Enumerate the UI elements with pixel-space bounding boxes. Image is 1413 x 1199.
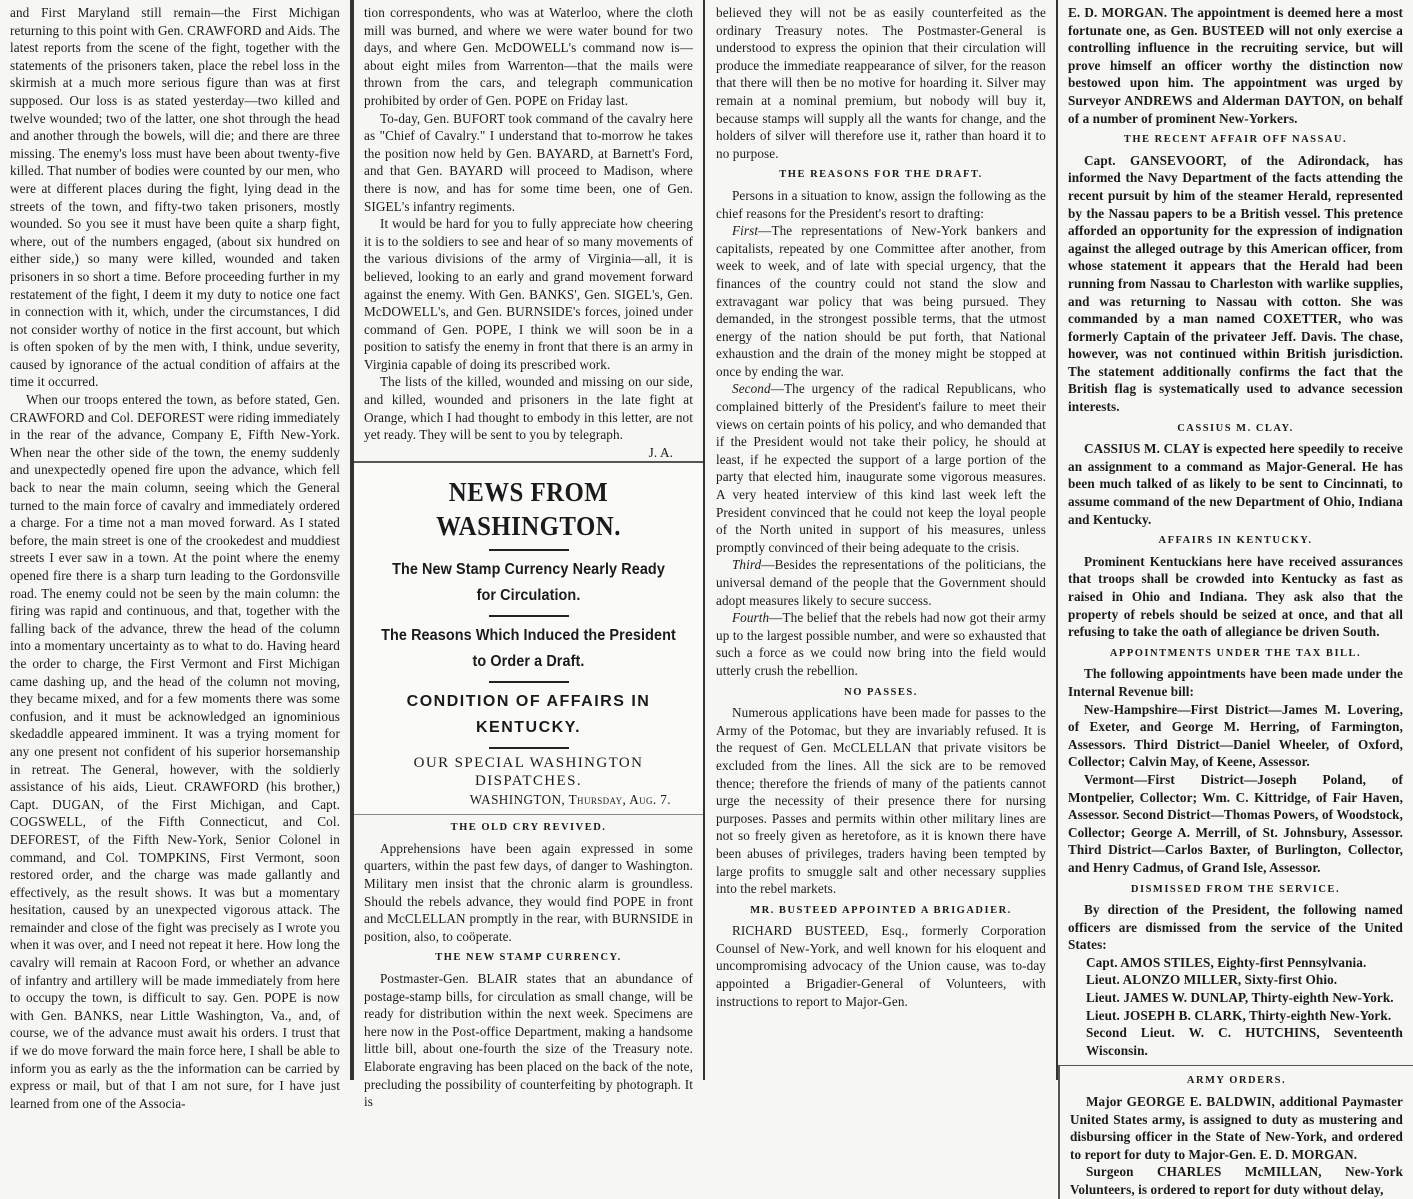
reason-text: —The belief that the rebels had now got their army up to the largest possible number, and were so exhausted that such a force as we could now bring into the field would utterly crush the rebellion. [716,610,1046,678]
divider-rule [489,747,569,749]
reason-item [716,380,1046,556]
section-text: Vermont—First District—Joseph Poland, of Montpelier, Collector; Wm. C. Kittridge, of Fair Haven, Assessor. Second District—Thomas Powers, of Woodstock, Collector; George A. Merrill, of St. Johnsbury, Assessor. Third District—Carlos Baxter, of Burlington, Collector, and Henry Cadmus, of Grand Isle, Assessor. [1068,771,1403,875]
section-text: By direction of the President, the following named officers are dismissed from the service of the United States: [1068,902,1403,953]
column-2 [352,0,705,1110]
article-paragraph: It would be hard for you to fully appreciate how cheering it is to the soldiers to see and hear of so many movements of the various divisions of the army of Virginia—all, it is believed, looking to an early and grand movement forward against the enemy. With Gen. BANKS', Gen. SIGEL's, Gen. McDOWELL's, and Gen. BURNSIDE's forces, joined under command of Gen. POPE, I think we will soon be in a position to satisfy the enemy in front that there is an army in Virginia capable of doing its prescribed work. [364,216,693,372]
section-text: Surgeon CHARLES McMILLAN, New-York Volunteers, is ordered to report for duty without delay, [1070,1164,1403,1197]
divider-rule [489,615,569,617]
column-3 [706,0,1058,1080]
section-text: Capt. GANSEVOORT, of the Adirondack, has informed the Navy Department of the facts attending the recent pursuit by him of the steamer Herald, represented by the Nassau papers to be a British vessel. This pretence afforded an opportunity for the expression of indignation against the alleged outrage by this American officer, from whose statement it appears that the Herald had been running from Nassau to Charleston with warlike supplies, and was returning to Nassau with cotton. She was commanded by a man named COXETTER, who was formerly Captain of the privateer Jeff. Davis. The chase, however, was not continued within British jurisdiction. The statement additionally confirms the fact that the British flag is systematically used to advance secession interests. [1068,152,1403,415]
section-text: Persons in a situation to know, assign the following as the chief reasons for the President's resort to drafting: [716,187,1046,221]
article-paragraph: The lists of the killed, wounded and missing on our side, and killed, wounded and prisoners in the late fight at Orange, which I had thought to embody in this letter, are not yet ready. They will be sent to you by telegraph. [364,374,693,443]
section-heading: THE REASONS FOR THE DRAFT. [779,169,983,181]
section-heading: THE NEW STAMP CURRENCY. [435,952,622,964]
headline: NEWS FROM WASHINGTON. [436,477,621,542]
section-text: New-Hampshire—First District—James M. Lovering, of Exeter, and George M. Herring, of Farmington, Assessors. Third District—Daniel Wheeler, of Oxford, Collector; Calvin May, of Keene, Assessor. [1068,701,1403,770]
reason-label: Second [732,381,771,397]
divider-rule [489,549,569,551]
dismissed-officer: Lieut. JAMES W. DUNLAP, Thirty-eighth New-York. [1086,990,1394,1006]
article-paragraph: believed they will not be as easily counterfeited as the ordinary Treasury notes. The Postmaster-General is understood to express the opinion that their circulation will produce the immediate reappearance of silver, for the reason that there will then be no motive for hoarding it. Silver may remain at a nominal premium, but nobody will buy it, because stamps will supply all the wants for change, and the holders of silver will therefore use it, rather than hoard it to no purpose. [716,5,1046,161]
deck-draft-reasons: The Reasons Which Induced the President to Order a Draft. [381,627,676,671]
section-text: Apprehensions have been again expressed in some quarters, within the past few days, of danger to Washington. Military men insist that the chronic alarm is groundless. Should the rebels advance, they would find POPE in front and McCLELLAN promptly in the rear, with BURNSIDE in position, also, to coöperate. [364,840,693,944]
news-from-washington-header [354,461,703,815]
reason-text: —Besides the representations of the politicians, the universal demand of the people that the Government should adopt measures likely to secure success. [716,557,1046,608]
section-text: The following appointments have been made under the Internal Revenue bill: [1068,666,1403,699]
deck-stamp-currency: The New Stamp Currency Nearly Ready for Circulation. [392,561,665,605]
article-paragraph: and First Maryland still remain—the First Michigan returning to this point with Gen. CRAWFORD and Aids. The latest reports from the scene of the fight, together with the statements of the prisoners taken, place the rebel loss in the skirmish at a much more serious figure than was at first supposed. Our loss is as stated yesterday—two killed and twelve wounded; two of the latter, one shot through the head and another through the bowels, will die; and there are three missing. The enemy's loss must have been about twenty-five killed. That number of bodies were counted by our men, who were at different places during the fight, lying dead in the streets of the town, and fifty-two taken prisoners, mostly wounded. So you see it must have been quite a sharp fight, where, out of the numbers engaged, (about six hundred on either side,) so many were killed, wounded and taken prisoners in so short a time. Before proceeding further in my restatement of the fight, I deem it my duty to notice one fact in connection with it, which, under the circumstances, I did not consider worthy of notice in the first account, but which is often spoken of by the men with, I think, undue severity, caused by ignorance of the actual condition of affairs at the time it occurred. [10,5,340,390]
section-text: Major GEORGE E. BALDWIN, additional Paymaster United States army, is assigned to duty as mustering and disbursing officer in the State of New-York, and ordered to report for duty to Major-Gen. E. D. MORGAN. [1070,1094,1403,1162]
section-text: Prominent Kentuckians here have received assurances that troops shall be crowded into Kentucky as fast as raised in Ohio and Indiana. They ask also that the property of rebels should be seized at once, and that all refusing to take the oath of allegiance be driven South. [1068,553,1403,640]
reason-text: —The urgency of the radical Republicans, who complained bitterly of the President's failure to meet their views on certain points of his policy, and who demanded that if the President would not take their policy, he should at least, if he expected the support of a large portion of the party that elected him, inaugurate some vigorous measures. A very heated interview of this kind last week left the President convinced that he could not keep the loyal people of the North united in support of his measures, unless promptly convinced of their being adequate to the crisis. [716,381,1046,555]
article-paragraph: To-day, Gen. BUFORT took command of the cavalry here as "Chief of Cavalry." I understand that to-morrow he takes the position now held by Gen. BAYARD, at Barnett's Ford, and that Gen. BAYARD will proceed to Madison, where there is now, and has for some time been, one of Gen. SIGEL's infantry regiments. [364,110,693,214]
section-text: RICHARD BUSTEED, Esq., formerly Corporation Counsel of New-York, and well known for his eloquent and uncompromising advocacy of the Union cause, was to-day appointed a Brigadier-General of Volunteers, with instructions to report to Major-Gen. [716,923,1046,1009]
reason-label: First [732,223,759,239]
dismissed-officer: Lieut. ALONZO MILLER, Sixty-first Ohio. [1086,972,1338,988]
section-heading: DISMISSED FROM THE SERVICE. [1130,883,1341,895]
reason-label: Third [732,557,762,573]
column-4 [1058,0,1413,1197]
reason-label: Fourth [732,610,770,626]
reason-item [716,556,1046,609]
section-heading: APPOINTMENTS UNDER THE TAX BILL. [1109,647,1362,659]
article-paragraph: E. D. MORGAN. The appointment is deemed here a most fortunate one, as Gen. BUSTEED will not only exercise a controlling influence in the recruiting service, but will prove himself an officer worthy the distinction now bestowed upon him. The appointment was urged by Surveyor ANDREWS and Alderman DAYTON, on behalf of a number of prominent New-Yorkers. [1068,5,1403,126]
dismissed-officer: Lieut. JOSEPH B. CLARK, Thirty-eighth New-York. [1086,1007,1392,1023]
section-text: Postmaster-Gen. BLAIR states that an abundance of postage-stamp bills, for circulation as small change, will be ready for distribution within the next week. Specimens are here now in the Post-office Department, making a handsome little bill, about one-fourth the size of the Treasury note. Elaborate engraving has been placed on the back of the note, precluding the possibility of counterfeiting by photograph. It is [364,970,693,1110]
dateline: WASHINGTON, Thursday, Aug. 7. [469,791,671,807]
dispatch-title: OUR SPECIAL WASHINGTON DISPATCHES. [413,755,644,790]
reason-item [716,609,1046,679]
article-paragraph: When our troops entered the town, as before stated, Gen. CRAWFORD and Col. DEFOREST were riding immediately in the rear of the advance, Company E, Fifth New-York. When near the other side of the town, the enemy suddenly and unexpectedly opened fire upon the advance, which fell back to near the main column, seeing which the General turned to the main force of cavalry and immediately ordered a charge. For a time not a man moved forward. As I stated before, the main street is one of the crookedest and muddiest streets I ever saw in a town. At the point where the enemy opened fire there is a sharp turn leading to the Gordonsville road. The enemy could not be seen by the main column: the firing was rapid and continuous, and that, together with the falling back of the advance, threw the head of the column into a momentary uncertainty as to what to do. Having heard the order to charge, the First Vermont and First Michigan came dashing up, and the head of the column not moving, they became mixed, and for a few moments there was some confusion, and it must be acknowledged an ignominious skedaddle appeared imminent. It was a trying moment for any one present not confident of his superior horsemanship in retreat. The General, however, with the soldierly assistance of his aids, Lieut. CRAWFORD (his brother,) Capt. DUGAN, of the First Michigan, and Capt. COGSWELL, of the Fifth Connecticut, and Col. DEFOREST, of the Fifth New-York, Senior Colonel in command, and Col. TOMPKINS, First Vermont, soon restored order, and the charge was made gallantly and effectively, as the result shows. It was but a momentary hesitation, caused by an unexpected vigorous attack. The remainder and close of the fight was precisely as I wrote you when it was over, and I need not repeat it here. How long the cavalry will remain at Racoon Ford, or whether an advance of infantry and artillery will be made immediately from here to occupy the town, is difficult to say. Gen. POPE is now with Gen. BANKS, near Little Washington, Va., and, of course, we of the advance must await his orders. I trust that if we do move forward the main force here, I shall be able to inform you as early as the the information can be carried by express or mail, but of that I am not sure, for I have just learned from one of the Associa- [10,392,340,1111]
reason-text: —The representations of New-York bankers and capitalists, repeated by one Committee after another, from week to week, and of late with special urgency, that the finances of the country could not stand the slow and extravagant war policy that was being pursued. They demanded, in the strongest possible terms, that the utmost energy of the nation should be put forth, that National exhaustion and the drain of the money might be stopped at once by ending the war. [716,223,1046,379]
section-heading: MR. BUSTEED APPOINTED A BRIGADIER. [750,904,1012,916]
column-1 [0,0,352,1111]
section-heading: AFFAIRS IN KENTUCKY. [1158,535,1313,547]
section-heading: THE RECENT AFFAIR OFF NASSAU. [1123,134,1348,146]
divider-rule [489,681,569,683]
reason-item [716,222,1046,380]
section-heading: NO PASSES. [844,686,918,698]
deck-kentucky: CONDITION OF AFFAIRS IN KENTUCKY. [406,693,651,737]
article-paragraph: tion correspondents, who was at Waterloo, where the cloth mill was burned, and where we were water bound for two days, and where Gen. McDOWELL's command now is—about eight miles from Warrenton—that the mails were thrown from the cars, and telegraph communication prohibited by order of Gen. POPE on Friday last. [364,5,693,108]
section-text: CASSIUS M. CLAY is expected here speedily to receive an assignment to a command as Major-General. He has been much talked of as likely to be sent to Cincinnati, to assume command of the new Department of Ohio, Indiana and Kentucky. [1068,441,1403,527]
section-heading: ARMY ORDERS. [1186,1075,1287,1087]
section-text: Numerous applications have been made for passes to the Army of the Potomac, but they are invariably refused. It is the request of Gen. McCLELLAN that private visitors be excluded from the lines. All the sick are to be removed thence; therefore the friends of many of the patients cannot urge the necessity of their presence there for nursing purposes. Passes and permits within other military lines are not so freely given as heretofore, as it is known there have been abuses of privileges, traders having been tempted by large profits to smuggle salt and other necessary supplies into the rebel markets. [716,705,1046,897]
army-orders-box [1058,1065,1413,1198]
section-heading: THE OLD CRY REVIVED. [450,822,607,834]
dismissed-officer: Capt. AMOS STILES, Eighty-first Pennsylvania. [1086,954,1367,970]
section-heading: CASSIUS M. CLAY. [1177,422,1294,434]
dismissed-officer: Second Lieut. W. C. HUTCHINS, Seventeenth Wisconsin. [1086,1025,1403,1058]
signature: J. A. [648,444,673,460]
